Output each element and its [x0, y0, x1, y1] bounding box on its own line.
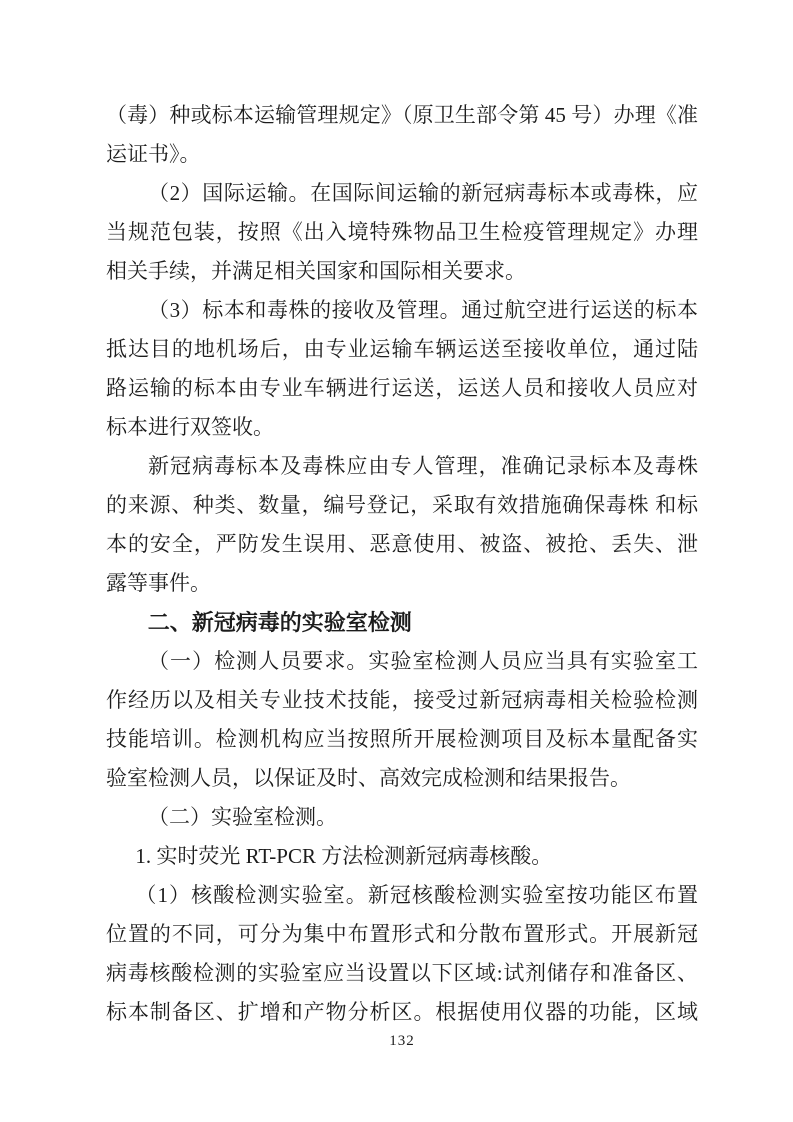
text-line: 路运输的标本由专业车辆进行运送，运送人员和接收人员应对 — [106, 376, 698, 400]
text-line: 标本进行双签收。 — [106, 415, 274, 439]
text-line: 当规范包装，按照《出入境特殊物品卫生检疫管理规定》办理 — [106, 220, 698, 244]
text-line: （1）核酸检测实验室。新冠核酸检测实验室按功能区布置 — [135, 883, 698, 907]
text-line: 抵达目的地机场后，由专业运输车辆运送至接收单位，通过陆 — [106, 337, 698, 361]
text-line: 位置的不同，可分为集中布置形式和分散布置形式。开展新冠 — [106, 922, 698, 946]
text-line: 标本制备区、扩增和产物分析区。根据使用仪器的功能，区域 — [106, 1000, 698, 1024]
text-line: （毒）种或标本运输管理规定》（原卫生部令第 45 号）办理《准 — [106, 103, 698, 127]
text-line: 运证书》。 — [106, 142, 201, 166]
text-line: 相关手续，并满足相关国家和国际相关要求。 — [106, 259, 526, 283]
text-line: 本的安全，严防发生误用、恶意使用、被盗、被抢、丢失、泄 — [106, 532, 698, 556]
text-line: （3）标本和毒株的接收及管理。通过航空进行运送的标本 — [148, 298, 698, 322]
text-line: 病毒核酸检测的实验室应当设置以下区域:试剂储存和准备区、 — [106, 961, 698, 985]
text-line: 的来源、种类、数量，编号登记，采取有效措施确保毒株 和标 — [106, 493, 698, 517]
text-line: 技能培训。检测机构应当按照所开展检测项目及标本量配备实 — [106, 727, 698, 751]
text-line: 露等事件。 — [106, 571, 211, 595]
text-line: （一）检测人员要求。实验室检测人员应当具有实验室工 — [148, 649, 698, 673]
page-number: 132 — [389, 1033, 415, 1049]
document-body — [106, 96, 698, 1032]
section-heading: 二、新冠病毒的实验室检测 — [147, 610, 412, 635]
text-line: 新冠病毒标本及毒株应由专人管理，准确记录标本及毒株 — [148, 454, 698, 478]
text-line: 作经历以及相关专业技术技能，接受过新冠病毒相关检验检测 — [106, 688, 698, 712]
text-line: 1. 实时荧光 RT-PCR 方法检测新冠病毒核酸。 — [135, 844, 553, 868]
text-line: （二）实验室检测。 — [148, 805, 337, 829]
text-line: （2）国际运输。在国际间运输的新冠病毒标本或毒株，应 — [148, 181, 698, 205]
text-line: 验室检测人员，以保证及时、高效完成检测和结果报告。 — [106, 766, 631, 790]
